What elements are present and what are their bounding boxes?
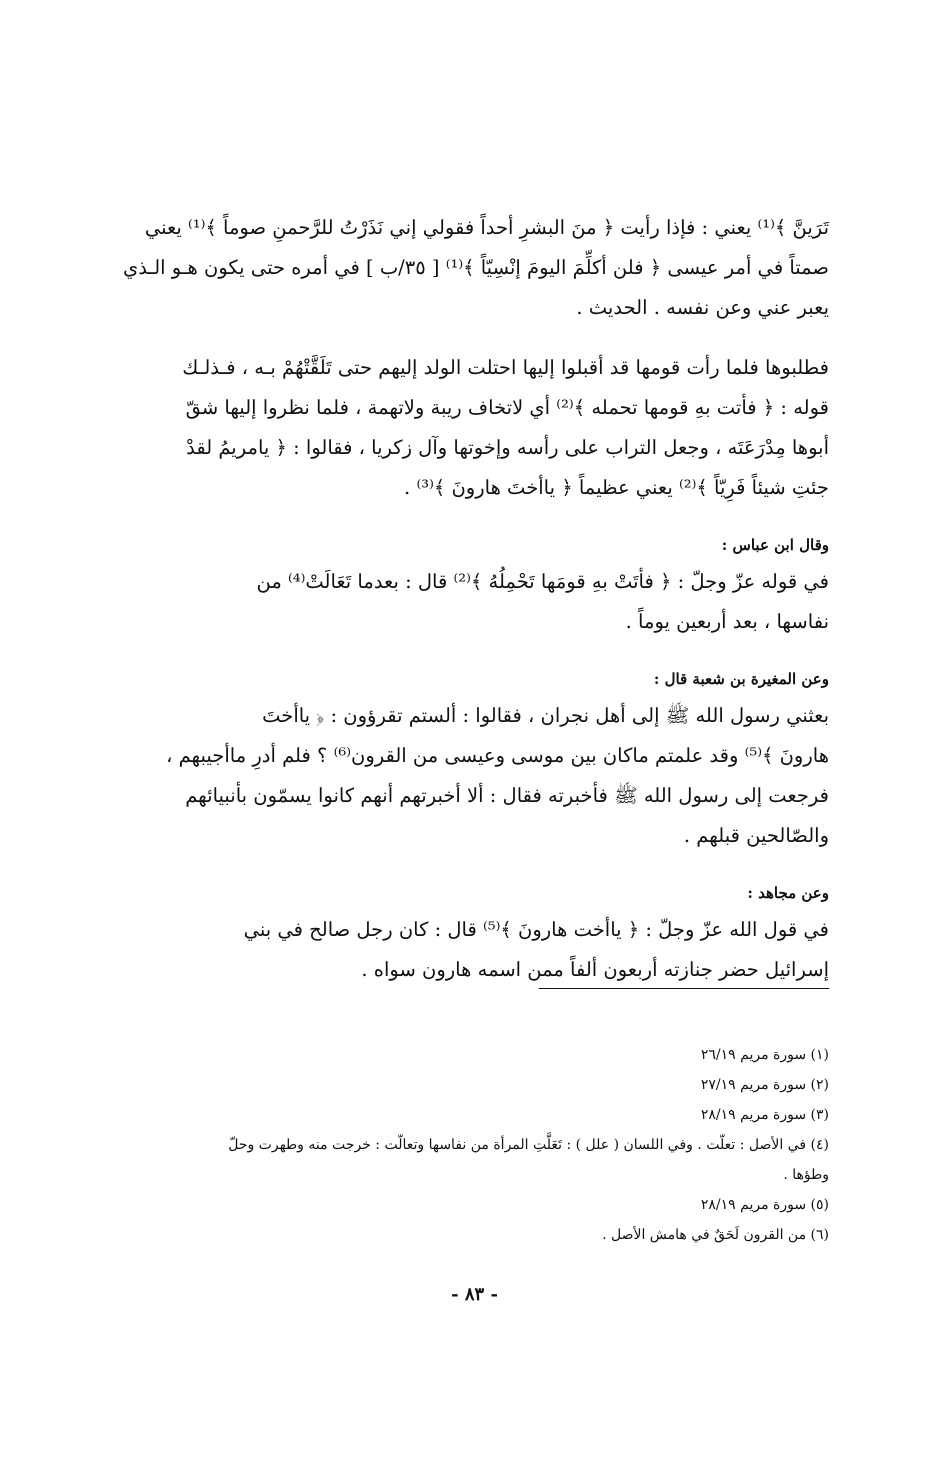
text-line: فرجعت إلى رسول الله ﷺ فأخبرته فقال : ألا أخبرتهم أنهم كانوا يسمّون بأنبيائهم xyxy=(185,784,829,807)
text-line: جئتِ شيئاً فَرِيّاً ﴾⁽²⁾ يعني عظيماً ﴿ ياأختَ هارونَ ﴾⁽³⁾ . xyxy=(404,476,829,499)
text-line: والصّالحين قبلهم . xyxy=(683,824,829,847)
paragraph-5 xyxy=(119,910,829,990)
footnotes xyxy=(119,1040,829,1250)
paragraph-3 xyxy=(119,562,829,642)
text-line: أبوها مِدْرَعَتَه ، وجعل التراب على رأسه وإخوتها وآل زكريا ، فقالوا : ﴿ يامريمُ لقدْ xyxy=(186,436,829,459)
section-heading-ibn-abbas: وقال ابن عباس : xyxy=(721,536,829,554)
text-line: قوله : ﴿ فأتت بهِ قومها تحمله ﴾⁽²⁾ أي لاتخاف ريبة ولاتهمة ، فلما نظروا إليها شقّ xyxy=(185,396,829,419)
text-line: في قول الله عزّ وجلّ : ﴿ ياأخت هارونَ ﴾⁽⁵⁾ قال : كان رجل صالح في بني xyxy=(243,918,829,941)
page-number: - ٨٣ - xyxy=(451,1284,498,1305)
section-heading-mujahid: وعن مجاهد : xyxy=(747,884,829,902)
text-line: هارونَ ﴾⁽⁵⁾ وقد علمتم ماكان بين موسى وعيسى من القرون⁽⁶⁾ ؟ فلم أدرِ ماأجيبهم ، xyxy=(166,744,829,767)
text-line: إسرائيل حضر جنازته أربعون ألفاً ممن اسمه هارون سواه . xyxy=(361,958,829,981)
footnote-item: (٥) سورة مريم ٢٨/١٩ xyxy=(700,1197,829,1213)
text-line: نفاسها ، بعد أربعين يوماً . xyxy=(625,610,829,633)
main-text xyxy=(119,208,829,1010)
text-line: بعثني رسول الله ﷺ إلى أهل نجران ، فقالوا : ألستم تقرؤون : ﴿ ياأختَ xyxy=(262,704,829,727)
section-heading-mughira: وعن المغيرة بن شعبة قال : xyxy=(653,670,829,688)
text-line: يعبر عني وعن نفسه . الحديث . xyxy=(576,296,829,319)
paragraph-4 xyxy=(119,696,829,856)
footnote-item: (٦) من القرون لَحَقٌ في هامش الأصل . xyxy=(602,1227,829,1243)
text-line: صمتاً في أمر عيسى ﴿ فلن أكلِّمَ اليومَ إنْسِيّاً ﴾⁽¹⁾ [ ٣٥/ب ] في أمره حتى يكون هـو الـذي xyxy=(122,256,829,279)
text-line: تَرَينَّ ﴾⁽¹⁾ يعني : فإذا رأيت ﴿ منَ البشرِ أحداً فقولي إني نَذَرْتُ للرَّحمنِ صوماً ﴾⁽¹⁾ يعني xyxy=(144,216,829,239)
paragraph-1 xyxy=(119,208,829,328)
footnote-item: (١) سورة مريم ٢٦/١٩ xyxy=(700,1047,829,1063)
footnote-item: (٤) في الأصل : تعلّت . وفي اللسان ( علل ) : تَعَلَّتِ المرأة من نفاسها وتعالّت : خرجت منه وطهرت وحلّ xyxy=(228,1137,829,1153)
footnote-item: (٣) سورة مريم ٢٨/١٩ xyxy=(700,1107,829,1123)
footnote-divider xyxy=(539,988,829,989)
footnote-item: وطؤها . xyxy=(783,1167,829,1183)
text-line: في قوله عزّ وجلّ : ﴿ فأتَتْ بهِ قومَها تَحْمِلُهُ ﴾⁽²⁾ قال : بعدما تَعَالَتْ⁽⁴⁾ من xyxy=(256,570,829,593)
footnote-item: (٢) سورة مريم ٢٧/١٩ xyxy=(700,1077,829,1093)
text-line: فطلبوها فلما رأت قومها قد أقبلوا إليها احتلت الولد إليهم حتى تَلَقَّتْهُمْ بـه ، فـذلـك xyxy=(182,356,829,379)
paragraph-2 xyxy=(119,348,829,508)
